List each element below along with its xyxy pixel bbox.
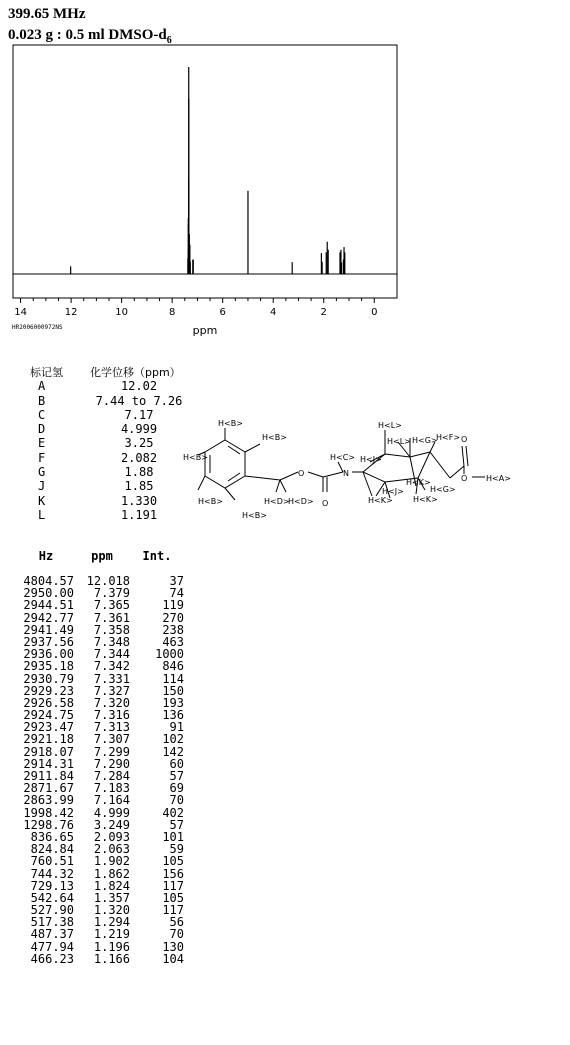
h-b-label: H<B> bbox=[218, 419, 243, 428]
h-g-label: H<G> bbox=[430, 485, 456, 494]
peak-hz: 2924.75 bbox=[23, 708, 74, 723]
h-d-label: H<D> bbox=[264, 497, 290, 506]
peak-ppm: 3.249 bbox=[93, 817, 130, 832]
peak-hz: 744.32 bbox=[30, 866, 74, 881]
assignment-row bbox=[30, 436, 194, 450]
peak-intensity: 102 bbox=[162, 732, 184, 747]
peak-intensity: 238 bbox=[162, 622, 184, 637]
peak-intensity: 60 bbox=[169, 756, 184, 771]
peak-hz: 2921.18 bbox=[23, 732, 74, 747]
h-b-label: H<B> bbox=[183, 453, 208, 462]
peak-table-header bbox=[18, 549, 184, 575]
peak-ppm: 1.219 bbox=[93, 927, 130, 942]
proton-label: D bbox=[38, 422, 46, 437]
peak-ppm: 7.299 bbox=[93, 744, 130, 759]
h-l-label: H<L> bbox=[387, 437, 411, 446]
peak-hz: 2930.79 bbox=[23, 671, 74, 686]
nmr-spectrum-chart bbox=[0, 40, 420, 340]
h-b-label: H<B> bbox=[262, 433, 287, 442]
peak-intensity: 130 bbox=[162, 939, 184, 954]
peak-ppm: 1.357 bbox=[93, 890, 130, 905]
x-tick-label: 4 bbox=[270, 307, 277, 318]
h-l-label: H<L> bbox=[378, 421, 402, 430]
chemical-shift: 2.082 bbox=[120, 450, 158, 465]
h-f-label: H<F> bbox=[436, 433, 461, 442]
chemical-shift: 1.191 bbox=[120, 507, 158, 522]
h-d-label: H<D> bbox=[288, 497, 314, 506]
chemical-shift: 1.330 bbox=[120, 493, 158, 508]
peak-hz: 2935.18 bbox=[23, 659, 74, 674]
peak-row bbox=[18, 733, 184, 745]
peak-intensity: 57 bbox=[169, 769, 184, 783]
assignment-row bbox=[30, 508, 194, 522]
peak-ppm: 7.313 bbox=[93, 720, 130, 735]
peak-row bbox=[18, 660, 184, 672]
chemical-shift: 1.88 bbox=[124, 465, 154, 480]
assignment-rows bbox=[30, 379, 194, 522]
peak-row bbox=[18, 746, 184, 758]
benzene-ring bbox=[205, 440, 245, 488]
assignment-row bbox=[30, 408, 194, 422]
assignment-row bbox=[30, 451, 194, 465]
hz-header: Hz bbox=[38, 549, 54, 563]
label-column-header: 标记氢 bbox=[30, 366, 63, 379]
x-tick-label: 6 bbox=[219, 307, 226, 318]
peak-intensity: 136 bbox=[162, 708, 184, 723]
peak-ppm: 1.824 bbox=[93, 878, 130, 893]
hydroxyl-oxygen-label: O bbox=[461, 474, 468, 483]
peak-hz: 824.84 bbox=[30, 842, 74, 857]
x-axis-label: ppm bbox=[192, 324, 218, 337]
proton-label: G bbox=[38, 465, 46, 480]
peak-intensity: 70 bbox=[169, 793, 184, 808]
peak-hz: 466.23 bbox=[30, 951, 74, 966]
peak-ppm: 7.320 bbox=[93, 695, 130, 710]
molecule-structure bbox=[180, 410, 515, 520]
chemical-shift: 7.17 bbox=[124, 407, 154, 422]
peak-hz: 836.65 bbox=[30, 829, 74, 844]
peak-hz: 542.64 bbox=[30, 890, 74, 905]
peak-ppm: 7.358 bbox=[93, 622, 130, 637]
peak-intensity: 104 bbox=[162, 951, 184, 966]
peak-intensity: 101 bbox=[162, 829, 184, 844]
peak-ppm: 7.183 bbox=[93, 781, 130, 796]
peak-intensity: 74 bbox=[169, 586, 184, 601]
peak-ppm: 7.361 bbox=[93, 610, 130, 625]
ppm-header: ppm bbox=[91, 549, 113, 563]
peak-row bbox=[18, 794, 184, 806]
peak-hz: 2911.84 bbox=[23, 769, 74, 783]
h-k-label: H<K> bbox=[413, 495, 438, 504]
peak-ppm: 1.320 bbox=[93, 903, 130, 918]
peak-intensity: 846 bbox=[162, 659, 184, 674]
peak-intensity: 105 bbox=[162, 854, 184, 869]
chemical-shift: 7.44 to 7.26 bbox=[95, 393, 183, 408]
int-header: Int. bbox=[142, 549, 172, 563]
peak-hz: 2942.77 bbox=[23, 610, 74, 625]
h-a-label: H<A> bbox=[486, 474, 511, 483]
peak-hz: 2871.67 bbox=[23, 781, 74, 796]
chemical-shift: 3.25 bbox=[124, 436, 154, 451]
assignment-row bbox=[30, 379, 194, 393]
h-j-label: H<J> bbox=[360, 455, 382, 464]
h-b-label: H<B> bbox=[242, 511, 267, 520]
peak-intensity: 70 bbox=[169, 927, 184, 942]
peak-hz: 477.94 bbox=[30, 939, 74, 954]
peak-row bbox=[18, 941, 184, 953]
peak-row bbox=[18, 953, 184, 965]
peak-intensity: 1000 bbox=[155, 647, 184, 662]
peak-ppm: 7.348 bbox=[93, 634, 130, 649]
molecule-atom-labels bbox=[183, 419, 511, 520]
assignment-header bbox=[30, 365, 194, 379]
h-k-label: H<K> bbox=[406, 478, 431, 487]
peak-intensity: 156 bbox=[162, 866, 184, 881]
peak-hz: 527.90 bbox=[30, 903, 74, 918]
peak-intensity: 114 bbox=[162, 671, 184, 686]
chemical-shift: 1.85 bbox=[124, 479, 154, 494]
peak-intensity: 37 bbox=[169, 574, 184, 588]
peak-intensity: 193 bbox=[162, 695, 184, 710]
peak-hz: 2923.47 bbox=[23, 720, 74, 735]
peak-hz: 2918.07 bbox=[23, 744, 74, 759]
peak-hz: 4804.57 bbox=[23, 574, 74, 588]
nitrogen-label: N bbox=[343, 469, 349, 478]
peak-ppm: 7.327 bbox=[93, 683, 130, 698]
peak-intensity: 59 bbox=[169, 842, 184, 857]
peak-hz: 517.38 bbox=[30, 915, 74, 930]
peak-hz: 487.37 bbox=[30, 927, 74, 942]
peak-row bbox=[18, 928, 184, 940]
assignment-table bbox=[30, 365, 194, 522]
h-c-label: H<C> bbox=[330, 453, 356, 462]
peak-row bbox=[18, 807, 184, 819]
assignment-row bbox=[30, 465, 194, 479]
peak-ppm: 7.284 bbox=[93, 769, 130, 783]
peak-hz: 2950.00 bbox=[23, 586, 74, 601]
peak-ppm: 4.999 bbox=[93, 805, 130, 820]
peak-hz: 2944.51 bbox=[23, 598, 74, 613]
peak-hz: 2863.99 bbox=[23, 793, 74, 808]
peak-table-rows bbox=[18, 575, 184, 965]
chemical-shift: 4.999 bbox=[120, 422, 158, 437]
peak-hz: 1998.42 bbox=[23, 805, 74, 820]
peak-intensity: 270 bbox=[162, 610, 184, 625]
peak-intensity: 105 bbox=[162, 890, 184, 905]
proton-label: E bbox=[38, 436, 46, 451]
peak-hz: 2929.23 bbox=[23, 683, 74, 698]
chemical-shift: 12.02 bbox=[120, 379, 158, 394]
carbonyl-oxygen-label: O bbox=[461, 435, 468, 444]
peak-intensity: 150 bbox=[162, 683, 184, 698]
peak-ppm: 7.164 bbox=[93, 793, 130, 808]
peak-ppm: 1.294 bbox=[93, 915, 130, 930]
peak-hz: 1298.76 bbox=[23, 817, 74, 832]
peak-ppm: 7.331 bbox=[93, 671, 130, 686]
peak-hz: 760.51 bbox=[30, 854, 74, 869]
peak-intensity: 69 bbox=[169, 781, 184, 796]
x-tick-label: 0 bbox=[371, 307, 378, 318]
peak-row bbox=[18, 868, 184, 880]
peak-intensity: 56 bbox=[169, 915, 184, 930]
h-j-label: H<J> bbox=[382, 487, 404, 496]
peak-row bbox=[18, 612, 184, 624]
carbonyl-oxygen-label: O bbox=[322, 499, 329, 508]
peak-intensity: 91 bbox=[169, 720, 184, 735]
spectrometer-frequency: 399.65 MHz bbox=[8, 6, 86, 22]
peak-hz: 2936.00 bbox=[23, 647, 74, 662]
proton-label: J bbox=[38, 479, 46, 494]
peak-row bbox=[18, 673, 184, 685]
spectrum-code: HR2006000972NS bbox=[12, 324, 63, 331]
peak-table bbox=[18, 549, 184, 965]
peak-ppm: 7.379 bbox=[93, 586, 130, 601]
peak-ppm: 2.063 bbox=[93, 842, 130, 857]
peak-ppm: 7.342 bbox=[93, 659, 130, 674]
aromatic-bond bbox=[228, 446, 240, 454]
h-b-label: H<B> bbox=[198, 497, 223, 506]
peak-ppm: 1.166 bbox=[93, 951, 130, 966]
sample-text: 0.023 g : 0.5 ml DMSO-d bbox=[8, 27, 167, 43]
peak-ppm: 1.902 bbox=[93, 854, 130, 869]
peak-hz: 2914.31 bbox=[23, 756, 74, 771]
oxygen-label: O bbox=[298, 469, 305, 478]
peak-intensity: 402 bbox=[162, 805, 184, 820]
proton-label: B bbox=[38, 393, 46, 408]
peak-ppm: 7.316 bbox=[93, 708, 130, 723]
peak-intensity: 119 bbox=[162, 598, 184, 613]
proton-label: C bbox=[38, 407, 46, 422]
peak-row bbox=[18, 599, 184, 611]
peak-intensity: 142 bbox=[162, 744, 184, 759]
sample-subscript: 6 bbox=[166, 35, 172, 46]
x-tick-label: 12 bbox=[64, 307, 78, 318]
peak-hz: 2926.58 bbox=[23, 695, 74, 710]
peak-ppm: 2.093 bbox=[93, 829, 130, 844]
x-tick-label: 2 bbox=[320, 307, 327, 318]
peak-ppm: 7.290 bbox=[93, 756, 130, 771]
proton-label: A bbox=[38, 379, 46, 394]
x-tick-label: 14 bbox=[14, 307, 27, 318]
h-g-label: H<G> bbox=[412, 436, 438, 445]
shift-column-header: 化学位移（ppm） bbox=[90, 366, 181, 379]
assignment-row bbox=[30, 479, 194, 493]
peak-hz: 729.13 bbox=[30, 878, 74, 893]
peak-intensity: 57 bbox=[169, 817, 184, 832]
proton-label: F bbox=[38, 450, 46, 465]
x-axis-ticks bbox=[14, 298, 377, 318]
proton-label: L bbox=[38, 507, 46, 522]
assignment-row bbox=[30, 394, 194, 408]
peak-ppm: 12.018 bbox=[86, 574, 130, 588]
peak-ppm: 1.862 bbox=[93, 866, 130, 881]
peak-intensity: 117 bbox=[162, 903, 184, 918]
peak-ppm: 7.365 bbox=[93, 598, 130, 613]
x-tick-label: 10 bbox=[115, 307, 128, 318]
assignment-row bbox=[30, 494, 194, 508]
peak-intensity: 463 bbox=[162, 634, 184, 649]
h-k-label: H<K> bbox=[368, 496, 393, 505]
peak-intensity: 117 bbox=[162, 878, 184, 893]
peak-row bbox=[18, 855, 184, 867]
peak-hz: 2937.56 bbox=[23, 634, 74, 649]
peak-hz: 2941.49 bbox=[23, 622, 74, 637]
peak-ppm: 7.307 bbox=[93, 732, 130, 747]
assignment-row bbox=[30, 422, 194, 436]
spectrum-trace bbox=[13, 67, 397, 274]
proton-label: K bbox=[38, 493, 46, 508]
peak-ppm: 1.196 bbox=[93, 939, 130, 954]
page-bottom-edge bbox=[0, 1018, 570, 1045]
peak-ppm: 7.344 bbox=[93, 647, 130, 662]
x-tick-label: 8 bbox=[168, 307, 176, 318]
